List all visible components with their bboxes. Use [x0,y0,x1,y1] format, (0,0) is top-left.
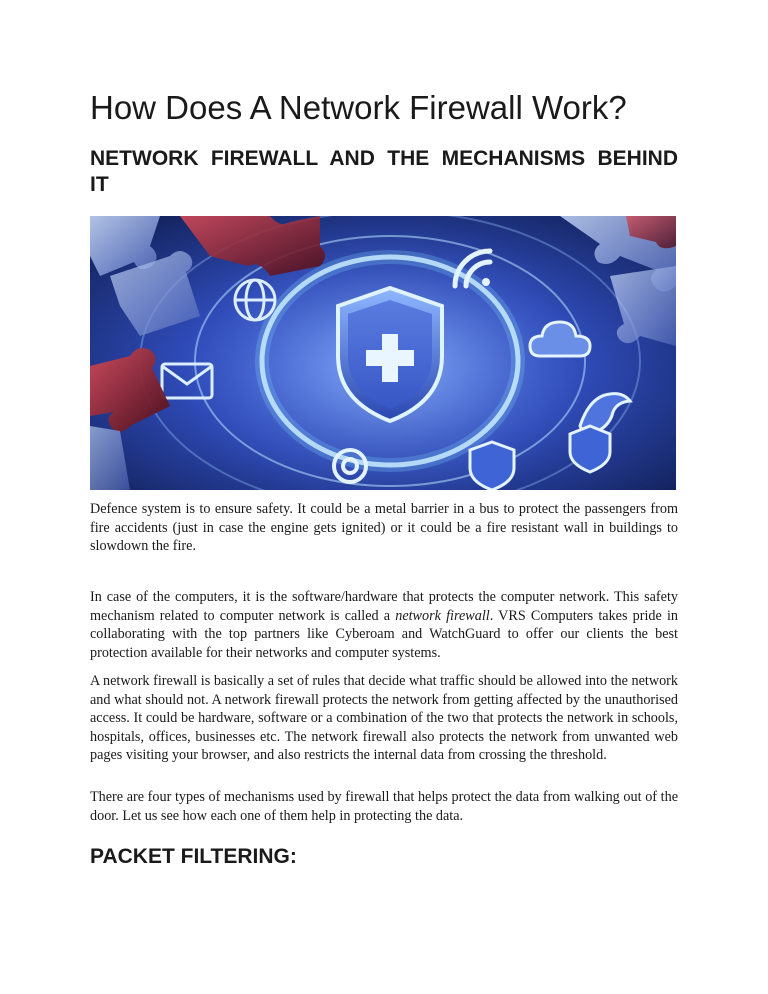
paragraph-text: . VRS Computers takes pride in collaborating with the top partners like Cyberoam and WatchGuard to offer our clients the best protection available for their networks and computer systems. [90,607,678,661]
page-subtitle: NETWORK FIREWALL AND THE MECHANISMS BEHIND IT [90,147,678,196]
section-heading-packet-filtering: PACKET FILTERING: [90,845,297,868]
hero-image [90,216,676,490]
paragraph-firewall-rules: A network firewall is basically a set of rules that decide what traffic should be allowed into the network and what should not. A network firewall protects the network from getting affected by the unauthorised access. It could be hardware, software or a combination of the two that protects the network in schools, hospitals, offices, businesses etc. The network firewall also protects the network from unwanted web pages visiting your browser, and also restricts the internal data from crossing the threshold. [90,673,678,764]
page-title: How Does A Network Firewall Work? [90,89,627,126]
paragraph-defence-system: Defence system is to ensure safety. It could be a metal barrier in a bus to protect the passengers from fire accidents (just in case the engine gets ignited) or it could be a fire resistant wall in buildings to slowdown the fire. [90,501,678,555]
network-firewall-term: network firewall [395,607,490,624]
paragraph-text: In case of the computers, it is the software/hardware that protects the computer network. This safety mechanism related to computer network is called a [90,589,678,624]
paragraph-four-mechanisms: There are four types of mechanisms used by firewall that helps protect the data from walking out of the door. Let us see how each one of them help in protecting the data. [90,789,678,824]
paragraph-computer-firewall [90,588,678,662]
